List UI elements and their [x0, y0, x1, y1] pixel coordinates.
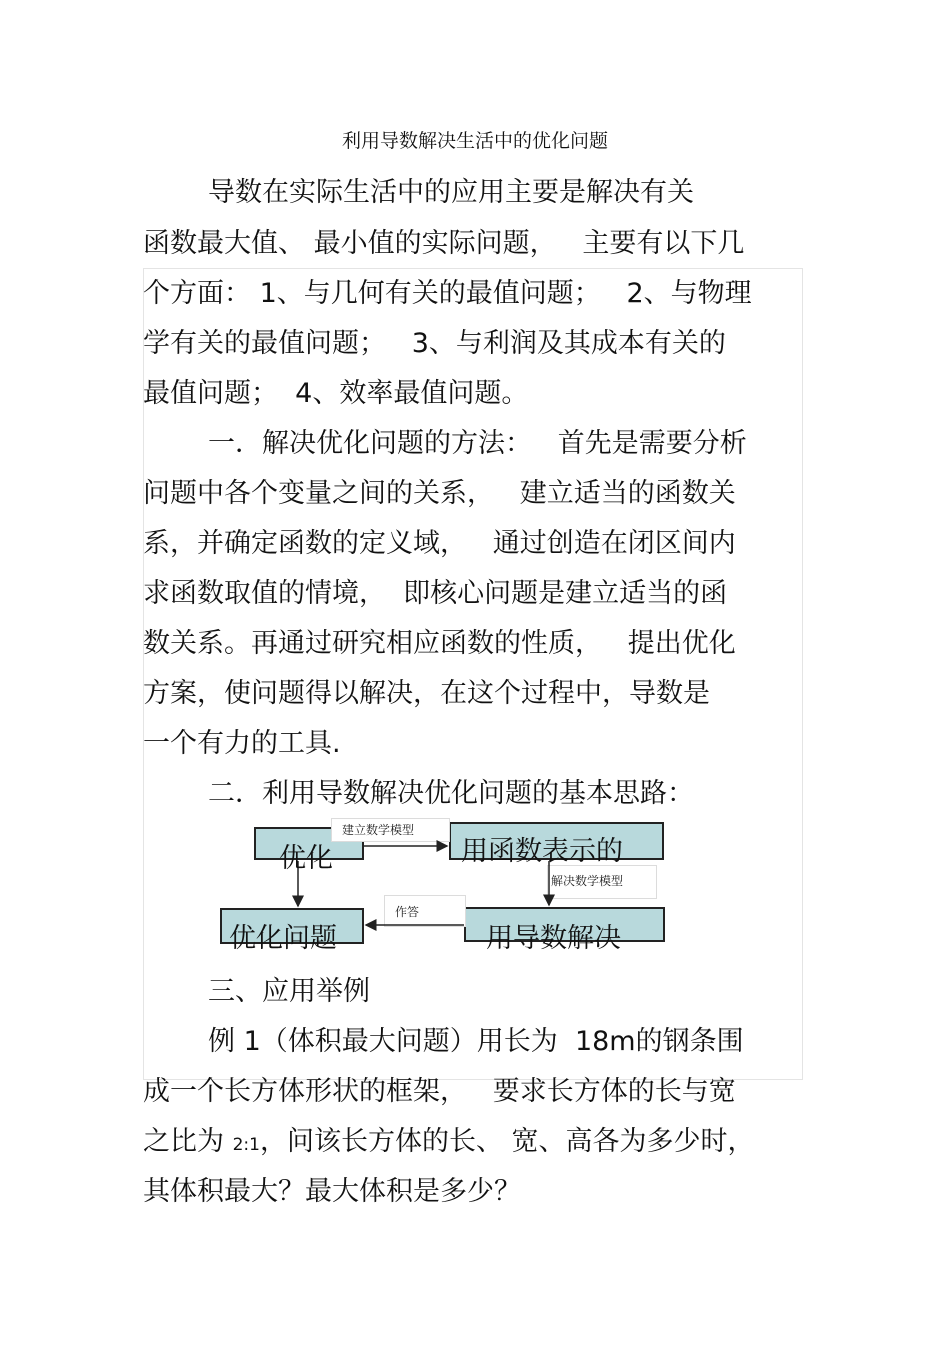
label-build-model: 建立数学模型 — [342, 823, 415, 837]
intro-line-5: 最值问题； 4、效率最值问题。 — [143, 378, 529, 409]
section1-line-5: 数关系。再通过研究相应函数的性质， 提出优化 — [143, 628, 736, 659]
section1-line-2: 问题中各个变量之间的关系， 建立适当的函数关 — [143, 478, 736, 509]
box-bottom-right-text: 用导数解决 — [486, 923, 621, 954]
example-line-1 — [208, 1022, 744, 1062]
intro-line-1: 导数在实际生活中的应用主要是解决有关 — [208, 177, 694, 208]
box-bottom-left-text: 优化问题 — [229, 923, 337, 954]
example-line-1-start: 例 1（体积最大问题）用长为 — [208, 1026, 575, 1057]
example-line-4: 其体积最大？最大体积是多少？ — [143, 1176, 521, 1207]
example-line-3-start: 之比为 — [143, 1126, 233, 1157]
intro-line-3: 个方面： 1、与几何有关的最值问题； 2、与物理 — [143, 278, 752, 309]
intro-line-2: 函数最大值、 最小值的实际问题， 主要有以下几 — [143, 228, 745, 259]
label-answer: 作答 — [395, 905, 420, 919]
section1-line-1: 一．解决优化问题的方法： 首先是需要分析 — [208, 428, 747, 459]
section1-line-6: 方案，使问题得以解决，在这个过程中，导数是 — [143, 678, 710, 709]
example-ratio: 2:1 — [232, 1135, 260, 1155]
example-line-1-end: 18m的钢条围 — [574, 1026, 744, 1057]
section2-heading: 二．利用导数解决优化问题的基本思路： — [208, 778, 694, 809]
section3-heading: 三、应用举例 — [208, 976, 370, 1007]
intro-line-4: 学有关的最值问题； 3、与利润及其成本有关的 — [143, 328, 726, 359]
example-line-2: 成一个长方体形状的框架， 要求长方体的长与宽 — [143, 1076, 736, 1107]
example-line-3 — [143, 1122, 755, 1165]
document-title: 利用导数解决生活中的优化问题 — [341, 130, 608, 152]
section1-line-7: 一个有力的工具. — [143, 728, 341, 759]
example-line-3-end: ，问该长方体的长、 宽、高各为多少时， — [259, 1126, 755, 1157]
section1-line-4: 求函数取值的情境， 即核心问题是建立适当的函 — [143, 578, 728, 609]
box-top-left-text: 优化 — [279, 843, 333, 874]
box-top-right-text: 用函数表示的 — [461, 836, 623, 867]
section1-line-3: 系，并确定函数的定义域， 通过创造在闭区间内 — [143, 528, 736, 559]
label-solve-model: 解决数学模型 — [551, 874, 624, 888]
